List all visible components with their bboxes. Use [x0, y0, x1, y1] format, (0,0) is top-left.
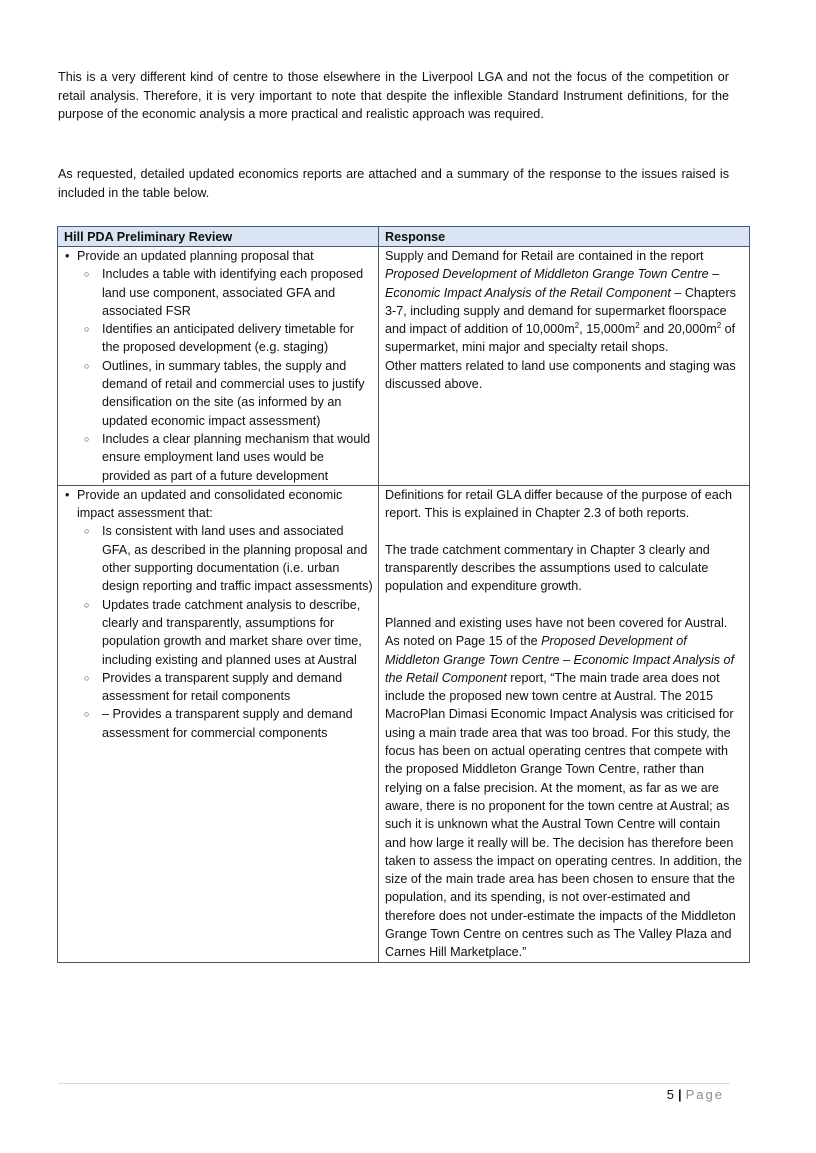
review-item-text: Provide an updated and consolidated economic impact assessment that: — [77, 487, 343, 521]
review-subitem: ○ Includes a clear planning mechanism that would ensure employment land uses would be provided as part of a future development — [84, 430, 373, 485]
response-text: – Chapters 3-7, including supply and demand for supermarket floorspace and impact of addition of — [385, 285, 736, 337]
page-number: 5 — [666, 1087, 674, 1102]
review-subitem: ○ Provides a transparent supply and demand assessment for retail components — [84, 669, 373, 706]
response-text: , — [579, 322, 587, 337]
table-row — [58, 485, 750, 962]
review-cell — [58, 485, 379, 962]
superscript: 2 — [635, 321, 640, 330]
response-paragraph — [385, 247, 744, 357]
response-paragraph — [385, 614, 744, 962]
footer-divider — [58, 1083, 730, 1084]
review-list — [64, 486, 373, 742]
response-paragraph: The trade catchment commentary in Chapter 3 clearly and transparently describes the assumptions used to calculate population and expenditure growth. — [385, 542, 710, 594]
footer-separator: | — [677, 1087, 682, 1102]
page-footer — [667, 1087, 724, 1102]
paragraph-gap — [385, 522, 744, 540]
response-cell — [379, 247, 750, 486]
page-label: Page — [685, 1087, 724, 1102]
response-text: Planned and existing uses have not been covered for Austral. As noted on Page 15 of the — [385, 615, 728, 649]
paragraph-gap — [385, 596, 744, 614]
area-value: 20,000m — [667, 322, 717, 337]
superscript: 2 — [716, 321, 722, 330]
intro-paragraph-1: This is a very different kind of centre to those elsewhere in the Liverpool LGA and not the focus of the competition or retail analysis. Therefore, it is very important to note that despite the inflexible Standard Instrument definitions, for the purpose of the economic analysis a more practical and realistic approach was required. — [58, 70, 729, 121]
table-row — [58, 247, 750, 486]
table-header-row — [58, 227, 750, 247]
review-list — [64, 247, 373, 485]
review-cell — [58, 247, 379, 486]
review-subitem: ○ Updates trade catchment analysis to describe, clearly and transparently, assumptions for population growth and market share over time, including existing and planned uses at Austral — [84, 596, 373, 669]
review-item — [64, 247, 373, 485]
review-subitem: ○ Outlines, in summary tables, the supply and demand of retail and commercial uses to justify densification on the site (as informed by an updated economic impact assessment) — [84, 357, 373, 430]
response-text: of supermarket, mini major and specialty retail shops. — [385, 322, 736, 355]
report-title: Proposed Development of Middleton Grange Town Centre – Economic Impact Analysis of the Retail Component — [385, 267, 720, 300]
review-subitem: ○ Identifies an anticipated delivery timetable for the proposed development (e.g. staging) — [84, 320, 373, 357]
response-cell — [379, 485, 750, 962]
report-title: Proposed Development of Middleton Grange Town Centre – Economic Impact Analysis of the Retail Component — [385, 634, 735, 685]
superscript: 2 — [574, 321, 580, 330]
response-paragraph: Other matters related to land use components and staging was discussed above. — [385, 358, 736, 392]
review-subitem: ○ Is consistent with land uses and associated GFA, as described in the planning proposal and other supporting documentation (i.e. urban design reporting and traffic impact assessments) — [84, 522, 373, 595]
header-review: Hill PDA Preliminary Review — [58, 227, 379, 247]
review-item-text: Provide an updated planning proposal that — [77, 249, 314, 263]
response-text: Supply and Demand for Retail are contained in the report — [385, 249, 704, 263]
header-response: Response — [379, 227, 750, 247]
response-text: and — [639, 322, 668, 337]
review-response-table — [57, 226, 750, 963]
review-sublist — [77, 265, 373, 485]
review-item — [64, 486, 373, 742]
review-subitem: ○ – Provides a transparent supply and demand assessment for commercial components — [84, 705, 373, 742]
area-value: 10,000m — [525, 322, 575, 337]
area-value: 15,000m — [586, 322, 636, 337]
intro-paragraph-2: As requested, detailed updated economics reports are attached and a summary of the response to the issues raised is included in the table below. — [58, 167, 729, 200]
review-subitem: ○ Includes a table with identifying each proposed land use component, associated GFA and associated FSR — [84, 265, 373, 320]
review-sublist — [77, 522, 373, 742]
response-text: report, “The main trade area does not include the proposed new town centre at Austral. The 2015 MacroPlan Dimasi Economic Impact Analysis was criticised for using a main trade area that was too broad. For this study, the focus has been on actual operating centres that compete with the proposed Middleton Grange Town Centre, rather than relying on a false precision. At the moment, as far as we are aware, there is no proponent for the town centre at Austral; as such it is unknown what the Austral Town Centre will contain and how large it really will be. The decision has therefore been taken to assess the impact on operating centres. In addition, the size of the main trade area has been chosen to ensure that the population, and its spending, is not over-estimated and therefore does not under-estimate the impacts of the Middleton Grange Town Centre on centres such as The Valley Plaza and Carnes Hill Marketplace.” — [385, 670, 743, 960]
response-paragraph: Definitions for retail GLA differ because of the purpose of each report. This is explained in Chapter 2.3 of both reports. — [385, 487, 733, 521]
